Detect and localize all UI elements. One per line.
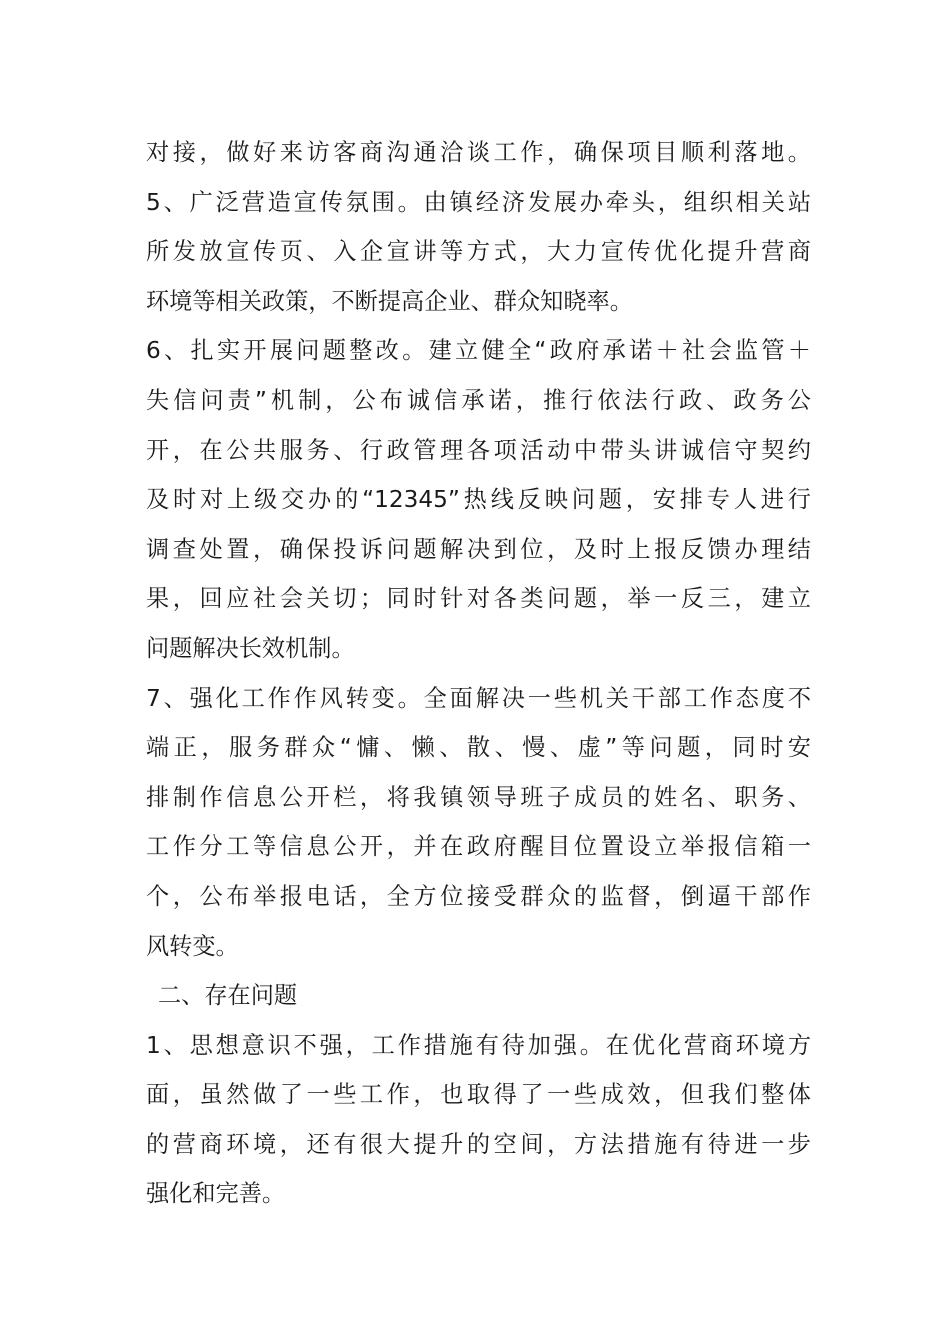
paragraph-line: 调查处置，确保投诉问题解决到位，及时上报反馈办理结 (146, 535, 811, 563)
paragraph-line: 所发放宣传页、入企宣讲等方式，大力宣传优化提升营商 (146, 238, 811, 266)
paragraph-line: 果，回应社会关切；同时针对各类问题，举一反三，建立 (146, 585, 811, 613)
paragraph-line: 强化和完善。 (146, 1180, 286, 1208)
document-body (146, 128, 811, 1219)
paragraph-line: 6、扎实开展问题整改。建立健全“政府承诺＋社会监管＋ (146, 337, 811, 365)
paragraph-line: 环境等相关政策，不断提高企业、群众知晓率。 (146, 287, 633, 315)
paragraph-line: 面，虽然做了一些工作，也取得了一些成效，但我们整体 (146, 1081, 811, 1109)
paragraph-line: 问题解决长效机制。 (146, 634, 355, 662)
paragraph-line: 7、强化工作作风转变。全面解决一些机关干部工作态度不 (146, 684, 811, 712)
section-heading: 二、存在问题 (158, 982, 298, 1010)
paragraph-line: 风转变。 (146, 932, 239, 960)
paragraph-line: 排制作信息公开栏，将我镇领导班子成员的姓名、职务、 (146, 783, 811, 811)
paragraph-line: 的营商环境，还有很大提升的空间，方法措施有待进一步 (146, 1130, 811, 1158)
paragraph-line: 对接，做好来访客商沟通洽谈工作，确保项目顺利落地。 (146, 139, 811, 166)
paragraph-line: 工作分工等信息公开，并在政府醒目位置设立举报信箱一 (146, 833, 811, 861)
paragraph-line: 5、广泛营造宣传氛围。由镇经济发展办牵头，组织相关站 (146, 188, 811, 216)
paragraph-line: 个，公布举报电话，全方位接受群众的监督，倒逼干部作 (146, 882, 811, 910)
paragraph-line: 端正，服务群众“慵、懒、散、慢、虚”等问题，同时安 (146, 734, 811, 762)
paragraph-line: 1、思想意识不强，工作措施有待加强。在优化营商环境方 (146, 1031, 811, 1059)
paragraph-line: 开，在公共服务、行政管理各项活动中带头讲诚信守契约 (146, 436, 811, 464)
paragraph-line: 失信问责”机制，公布诚信承诺，推行依法行政、政务公 (146, 386, 811, 414)
paragraph-line: 及时对上级交办的“12345”热线反映问题，安排专人进行 (146, 486, 811, 514)
